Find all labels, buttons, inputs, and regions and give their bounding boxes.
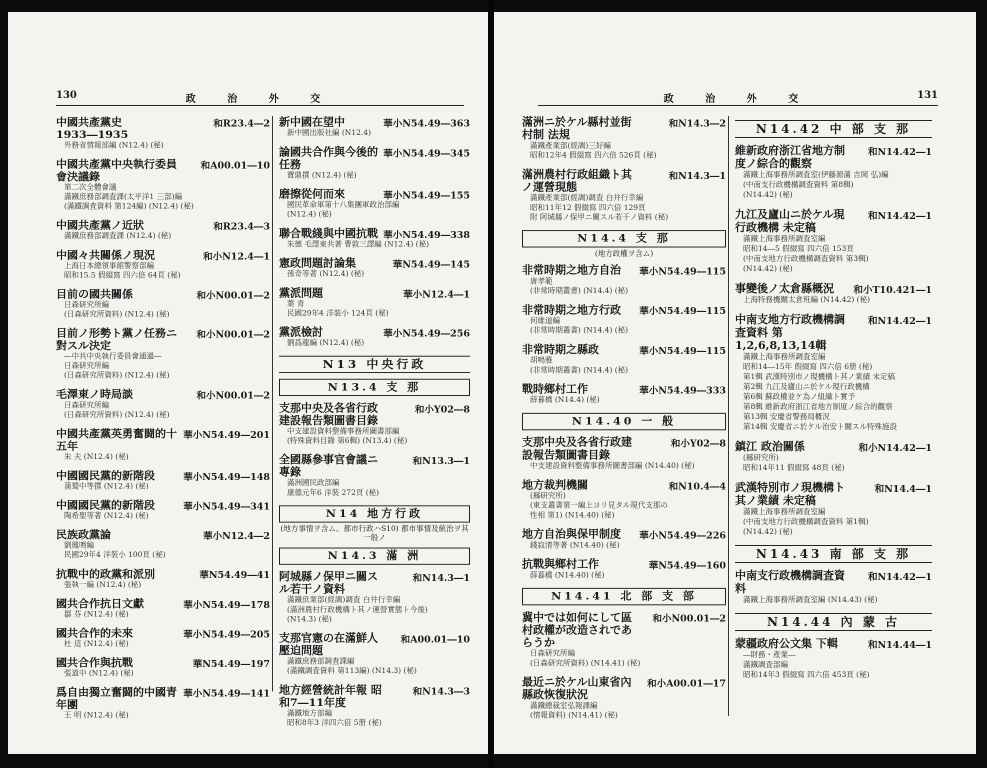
entry-detail: 滿鐵產業部(經調)三好編: [530, 141, 611, 150]
entry-title: 鎮江 政治關係: [735, 440, 805, 453]
entry-title: 民族政黨論: [56, 528, 111, 541]
call-number: 華小N54.49―345: [383, 148, 470, 160]
catalog-entry: [56, 219, 270, 241]
call-number: 和小T10.421―1: [853, 285, 932, 296]
catalog-entry: [522, 479, 726, 521]
entry-detail: 陶希聖等著 (N12.4) (秘): [64, 511, 149, 520]
catalog-entry: [279, 684, 470, 728]
catalog-entry: [56, 627, 270, 649]
call-number: 和N14.3―1: [668, 171, 726, 182]
catalog-entry: [56, 686, 270, 720]
catalog-entry: [522, 436, 726, 471]
entry-detail: (滿鐵調査資料 第124編) (N12.4) (秘): [64, 201, 194, 211]
entry-detail: 民國29年4 洋裝小 124頁 (秘): [287, 308, 389, 318]
call-number: 和N14.3―2: [668, 118, 726, 130]
entry-detail: 朱 夫 (N12.4) (秘): [64, 452, 129, 461]
entry-detail: (N14.3) (秘): [287, 614, 332, 624]
entry-detail: 上海日本總領事館警察部編: [64, 261, 154, 270]
entry-detail: 孫奇等著 (N12.4) (秘): [287, 269, 365, 279]
entry-title: 支那官憲の在滿鮮人壓迫問題: [279, 631, 378, 657]
entry-title: 新中國在望中: [279, 116, 345, 129]
entry-title: 中國共產黨史 1933―1935: [56, 116, 129, 141]
entry-detail: 薛暮橋 (N14.40) (秘): [530, 570, 605, 580]
entry-detail: 第二次全體會議: [64, 182, 117, 192]
entry-title: 非常時期之縣政: [522, 343, 599, 356]
entry-title: 戰時鄉村工作: [522, 382, 588, 396]
catalog-entry: [735, 313, 932, 432]
entry-detail: 國民革命軍第十八集團軍政治部編: [287, 200, 400, 210]
entry-detail: 錢寂清等著 (N14.40) (秘): [530, 540, 620, 550]
catalog-entry: [522, 264, 726, 296]
entry-title: 支那中央及各省行政建設報告類圖書目錄: [522, 436, 632, 462]
page-number: 130: [56, 90, 77, 101]
call-number: 華小N54.49―115: [639, 306, 726, 318]
call-number: 華小N54.49―115: [639, 346, 726, 357]
entry-detail: (N14.42) (秘): [743, 264, 793, 273]
catalog-entry: [56, 529, 270, 561]
call-number: 和N14.42―1: [867, 316, 932, 327]
entry-title: 蒙疆政府公文集 下輯: [735, 637, 838, 650]
entry-detail: (縣研究所): [743, 453, 779, 462]
entry-detail: 昭和15.5 假綴寫 四六倍 64頁 (秘): [64, 270, 181, 280]
entry-detail: ―中共中央執行委員會通過―: [64, 351, 162, 361]
right-page: [494, 12, 976, 754]
call-number: 華小N54.49―155: [383, 190, 470, 202]
call-number: 和小N12.4―1: [203, 251, 270, 263]
header-rule: [538, 105, 938, 106]
entry-detail: (情報資料) (N14.41) (秘): [530, 710, 618, 720]
page-header: [56, 90, 464, 106]
catalog-entry: [56, 469, 270, 491]
entry-detail: 薛暮橋 (N14.4) (秘): [530, 395, 600, 405]
left-page: [8, 12, 488, 754]
catalog-entry: [56, 116, 270, 150]
entry-detail: (滿洲農村行政機構ト其ノ運營實態ト今後): [287, 605, 428, 614]
entry-detail: ―財務・產業―: [743, 650, 796, 659]
catalog-entry: [279, 287, 470, 319]
entry-detail: 日森研究所編: [530, 648, 575, 658]
entry-detail: 上海特務機關太倉班編 (N14.42) (秘): [743, 295, 871, 304]
call-number: 和N10.4―4: [668, 481, 726, 493]
entry-title: 非常時期之地方自治: [522, 263, 621, 277]
entry-detail: (滿鐵調査資料 第113編) (N14.3) (秘): [287, 666, 417, 676]
catalog-entry: [522, 676, 726, 720]
entry-title: 阿城縣ノ保甲ニ關スル若干ノ資料: [279, 570, 378, 596]
entry-detail: 第13輯 安慶省警務局概況: [743, 412, 830, 421]
entry-detail: (日森研究所資料) (N14.41) (秘): [530, 658, 641, 668]
call-number: 華小N54.49―341: [183, 501, 270, 513]
entry-title: 抗戰與鄉村工作: [522, 557, 599, 571]
right-column-2: [728, 116, 932, 716]
entry-detail: 滿鐵上海事務所調査室編: [743, 352, 826, 361]
entry-title: 黨派檢討: [279, 326, 323, 339]
catalog-entry: [735, 637, 932, 680]
left-column-1: [56, 116, 270, 728]
call-number: 和小N00.01―2: [652, 614, 726, 625]
entry-detail: 滿鐵上海事務所調査室編: [743, 234, 826, 243]
entry-title: 論國共合作與今後的任務: [279, 145, 378, 171]
catalog-entry: [56, 327, 270, 380]
entry-title: 地方裁判機關: [522, 478, 588, 492]
section-heading: N14.41 北 部 支 部: [522, 588, 726, 605]
entry-title: 中國國民黨的新階段: [56, 498, 155, 512]
catalog-entry: [56, 597, 270, 619]
entry-detail: (特殊資料目錄 第6輯) (N13.4) (秘): [287, 436, 408, 445]
section-heading: N13 中央行政: [279, 356, 470, 373]
entry-detail: 性相 第1) (N14.40) (秘): [530, 510, 615, 520]
catalog-entry: [279, 227, 470, 249]
section-note: (地方政權ヲ含ム): [594, 249, 654, 259]
entry-title: 武漢特別市ノ現機構ト其ノ業績 未定稿: [735, 481, 845, 507]
catalog-entry: [279, 257, 470, 279]
entry-detail: 康德元年6 洋裝 272頁 (秘): [287, 488, 380, 497]
call-number: 和N14.3―1: [412, 573, 470, 584]
call-number: 華小N54.49―201: [183, 430, 270, 441]
entry-detail: 寶鼎撰 (N12.4) (秘): [287, 170, 357, 180]
entry-detail: 外務省情報部編 (N12.4) (秘): [64, 140, 164, 150]
entry-detail: 滿鐵庶務部調査課編: [287, 656, 355, 666]
call-number: 華小N54.49―148: [183, 472, 270, 483]
entry-detail: 第6輯 蘇政權並ケ為ノ組織ト實予: [743, 392, 856, 401]
catalog-entry: [522, 343, 726, 375]
entry-detail: 昭和12年4 假綴寫 四六倍 526頁 (秘): [530, 150, 657, 160]
entry-detail: 滿鐵上海事務所調査室編 (N14.43) (秘): [743, 595, 878, 604]
running-title: 政 治 外 交: [185, 94, 335, 105]
entry-title: 聯合戰綫與中國抗戰: [279, 227, 378, 240]
entry-detail: 滿洲國民政部編: [287, 478, 340, 488]
entry-detail: 日森研究所編: [64, 361, 109, 371]
entry-detail: 胡鳴雅: [530, 355, 553, 365]
catalog-entry: [279, 454, 470, 498]
entry-detail: 民國29年4 洋裝小 100頁 (秘): [64, 550, 166, 560]
left-column-2: [272, 116, 470, 727]
catalog-entry: [522, 558, 726, 580]
entry-detail: 昭和14年3 假綴寫 四六倍 453頁 (秘): [743, 670, 870, 679]
call-number: 和N14.4―1: [874, 484, 932, 495]
entry-title: 最近ニ於ケル山東省內縣政恢復狀況: [522, 675, 632, 702]
catalog-entry: [279, 188, 470, 220]
catalog-entry: [279, 632, 470, 676]
entry-detail: 昭和11年12 假綴寫 四六倍 129頁: [530, 203, 646, 212]
section-heading: N13.4 支 那: [279, 379, 470, 396]
entry-detail: 昭和14―5 假綴寫 四六倍 153頁: [743, 244, 854, 253]
entry-title: 目前ノ形勢ト黨ノ任務ニ對スル決定: [56, 327, 177, 352]
call-number: 華小N12.4―2: [203, 531, 270, 542]
entry-detail: (日森研究所資料) (N12.4) (秘): [64, 309, 170, 319]
entry-detail: 蒲蜀中等撰 (N12.4) (秘): [64, 481, 149, 491]
call-number: 和R23.4―3: [213, 222, 270, 233]
catalog-entry: [735, 569, 932, 605]
call-number: 和N14.44―1: [867, 640, 932, 651]
call-number: 和小Y02―8: [670, 438, 726, 450]
entry-detail: 杜 這 (N12.4) (秘): [64, 639, 129, 648]
section-heading: N14.40 一 般: [522, 413, 726, 430]
section-heading: N14.4 支 那: [522, 230, 726, 247]
call-number: 和小N00.01―2: [196, 290, 270, 302]
entry-title: 中南支地方行政機構調査資料 第1,2,6,8,13,14輯: [735, 313, 845, 352]
entry-title: 中國々共關係ノ現況: [56, 248, 155, 262]
catalog-entry: [56, 657, 270, 679]
entry-title: 滿洲農村行政組織ト其ノ運營現態: [522, 168, 632, 194]
catalog-entry: [522, 168, 726, 222]
right-column-1: [522, 116, 726, 728]
call-number: 華小N54.49―226: [639, 530, 726, 542]
call-number: 和N14.3―3: [412, 686, 470, 698]
catalog-entry: [56, 158, 270, 211]
entry-title: 中國國民黨的新階段: [56, 469, 155, 482]
entry-detail: (東支叢書第一編上ヨリ見タル現代支那の: [530, 500, 668, 510]
catalog-entry: [56, 288, 270, 320]
entry-detail: 張道中 (N12.4) (秘): [64, 668, 134, 678]
entry-detail: 何維道編: [530, 316, 560, 325]
entry-detail: (中南支地方行政機構調査資料 第3輯): [743, 254, 869, 263]
entry-detail: 附 阿城縣ノ保甲ニ關スル若干ノ資料 (秘): [530, 212, 669, 222]
entry-detail: 中支建設資料整備事務所圖書部編: [287, 426, 400, 436]
entry-detail: 張執一編 (N12.4) (秘): [64, 580, 142, 589]
catalog-entry: [279, 146, 470, 181]
catalog-entry: [522, 611, 726, 668]
section-heading: N14.44 內 蒙 古: [735, 613, 932, 631]
entry-detail: 滿鐵庶務部調査課 (N12.4) (秘): [64, 231, 172, 241]
entry-detail: 葉 青: [287, 299, 305, 308]
entry-detail: 劉爲龍編 (N12.4) (秘): [287, 338, 365, 348]
entry-detail: (縣研究所): [530, 491, 566, 500]
catalog-entry: [279, 326, 470, 348]
call-number: 和N14.42―1: [867, 211, 932, 222]
page-number: 131: [917, 90, 938, 101]
entry-detail: 第14輯 安慶省ニ於ケル治安ト關スル特殊施設: [743, 422, 898, 431]
entry-detail: (日森研究所資料) (N12.4) (秘): [64, 370, 170, 380]
catalog-entry: [735, 481, 932, 537]
call-number: 華N54.49―160: [648, 560, 726, 572]
page-header: [538, 90, 938, 106]
catalog-entry: [56, 388, 270, 420]
entry-detail: 第2輯 九江及廬山ニ於ケル現行政機構: [743, 382, 870, 391]
catalog-entry: [735, 144, 932, 200]
entry-detail: 滿鐵總裁室弘報課編: [530, 701, 598, 710]
entry-detail: 滿鐵地方部編: [287, 708, 332, 718]
entry-title: 冀中では如何にして區村政權が改造されであらうか: [522, 611, 632, 649]
call-number: 華N54.49―197: [192, 659, 270, 670]
entry-title: 憲政問題討論集: [279, 256, 356, 270]
entry-detail: 昭和14年11 假綴寫 48頁 (秘): [743, 463, 845, 472]
entry-detail: 滿鐵庶務部調査課(太平洋1 三部)編: [64, 192, 183, 201]
entry-detail: (N14.42) (秘): [743, 527, 793, 536]
call-number: 華小N54.49―178: [183, 600, 270, 611]
entry-title: 事變後ノ太倉縣概況: [735, 282, 834, 295]
section-heading: N14 地方行政: [279, 505, 470, 522]
entry-detail: 中支建設資料整備事務所圖書部編 (N14.40) (秘): [530, 461, 695, 470]
entry-detail: 劉鳳鳴編: [64, 540, 94, 550]
entry-title: 爲自由獨立奮闘的中國青年團: [56, 686, 177, 711]
section-heading: N14.3 滿 洲: [279, 548, 470, 565]
call-number: 華小N54.49―363: [383, 118, 470, 130]
entry-title: 非常時期之地方行政: [522, 303, 621, 317]
entry-detail: 第1輯 武漢特別市ノ現機構ト其ノ業績 未定稿: [743, 372, 896, 381]
call-number: 和A00.01―10: [400, 634, 470, 646]
entry-detail: 昭和8年3 洋四六倍 5册 (秘): [287, 718, 382, 727]
call-number: 華小N54.49―205: [183, 629, 270, 641]
entry-title: 地方經營統計年報 昭和7―11年度: [279, 683, 382, 709]
call-number: 華N54.49―41: [199, 570, 270, 582]
entry-detail: 滿鐵調査部編: [743, 660, 788, 669]
catalog-entry: [735, 282, 932, 305]
header-rule: [56, 105, 464, 106]
entry-title: 支那中央及各省行政建設報告類圖書目錄: [279, 401, 378, 427]
entry-title: 九江及廬山ニ於ケル現行政機構 未定稿: [735, 208, 845, 234]
entry-detail: (中南支地方行政機構調査資料 第1輯): [743, 517, 869, 526]
entry-title: 地方自治與保甲制度: [522, 527, 621, 541]
entry-title: 全國縣參事官會議ニ專錄: [279, 453, 378, 479]
catalog-entry: [56, 249, 270, 281]
entry-title: 中南支行政機構調査資料: [735, 569, 845, 595]
call-number: 和R23.4―2: [213, 118, 270, 130]
catalog-entry: [56, 499, 270, 521]
entry-detail: 滿鐵上海事務所調査室編: [743, 507, 826, 516]
catalog-entry: [522, 383, 726, 405]
entry-title: 磨擦從何而來: [279, 187, 345, 201]
entry-title: 國共合作抗日文獻: [56, 597, 144, 610]
entry-title: 黨派問題: [279, 286, 323, 300]
catalog-entry: [279, 402, 470, 446]
call-number: 和N14.42―1: [867, 147, 932, 158]
section-note: (地方事情ヲ含ム。都市行政ハS10) 都市事情及統治ヲ其一般ノ: [280, 524, 469, 542]
entry-detail: 滿鐵產業部(經調)調査 白井行幸編: [530, 193, 644, 203]
call-number: 華小N12.4―1: [403, 289, 470, 301]
entry-detail: (N14.42) (秘): [743, 190, 793, 199]
call-number: 和小Y02―8: [414, 404, 470, 416]
catalog-entry: [522, 304, 726, 336]
entry-title: 滿洲ニ於ケル縣村並街村制 法規: [522, 116, 632, 142]
call-number: 和小A00.01―17: [647, 678, 726, 690]
entry-detail: 日森研究所編: [64, 300, 109, 309]
section-heading: N14.43 南 部 支 那: [735, 545, 932, 563]
entry-title: 中國共產黨中央執行委員會決議錄: [56, 158, 177, 183]
call-number: 華小N54.49―115: [639, 266, 726, 278]
call-number: 華小N54.49―338: [383, 230, 470, 241]
catalog-entry: [56, 568, 270, 590]
catalog-entry: [522, 116, 726, 160]
entry-detail: (非常時期叢書) (N14.4) (秘): [530, 325, 629, 335]
call-number: 和N13.3―1: [412, 456, 470, 467]
catalog-entry: [735, 208, 932, 274]
entry-detail: 昭和14―15年 假綴寫 四六倍 6册 (秘): [743, 362, 873, 371]
entry-detail: 第8輯 維新政府浙江省地方制度ノ綜合的觀察: [743, 402, 893, 411]
entry-detail: 唐孝範: [530, 276, 553, 286]
entry-detail: (非常時期叢書) (N14.4) (秘): [530, 365, 629, 375]
call-number: 華小N54.49―256: [383, 328, 470, 340]
call-number: 華N54.49―145: [392, 259, 470, 271]
catalog-entry: [735, 440, 932, 473]
call-number: 和小N00.01―2: [196, 329, 270, 341]
catalog-entry: [522, 528, 726, 550]
call-number: 和小N14.42―1: [858, 443, 932, 454]
entry-title: 國共合作的未來: [56, 626, 133, 640]
entry-title: 維新政府浙江省地方制度ノ綜合的觀察: [735, 144, 845, 170]
entry-detail: 鄒 芬 (N12.4) (秘): [64, 609, 129, 619]
entry-detail: 日森研究所編: [64, 400, 109, 410]
entry-detail: 滿鐵上海事務所調査室(伊藤源滿 吉岡 弘)編: [743, 170, 889, 179]
entry-title: 抗戰中的政黨和派別: [56, 567, 155, 581]
entry-detail: (N12.4) (秘): [287, 209, 332, 219]
entry-detail: (非常時期叢書) (N14.4) (秘): [530, 286, 629, 295]
entry-title: 毛澤東ノ時局談: [56, 388, 133, 401]
entry-detail: (日森研究所資料) (N12.4) (秘): [64, 410, 170, 419]
call-number: 和小N00.01―2: [196, 391, 270, 402]
entry-title: 國共合作與抗戰: [56, 656, 133, 669]
catalog-entry: [56, 427, 270, 461]
call-number: 華小N54.49―141: [183, 689, 270, 700]
section-heading: N14.42 中 部 支 那: [735, 120, 932, 138]
entry-detail: 王 明 (N12.4) (秘): [64, 710, 129, 720]
entry-detail: 新中國出版社編 (N12.4): [287, 128, 371, 138]
entry-title: 中國共產黨英勇奮闘的十五年: [56, 427, 177, 453]
call-number: 華小N54.49―333: [639, 385, 726, 397]
catalog-entry: [279, 116, 470, 138]
entry-detail: 朱德 毛澤東共著 曹敦三譯編 (N12.4) (秘): [287, 239, 430, 249]
call-number: 和N14.42―1: [867, 572, 932, 583]
running-title: 政 治 外 交: [663, 94, 813, 105]
entry-title: 目前の國共關係: [56, 287, 133, 301]
entry-title: 中國共產黨ノ近狀: [56, 219, 144, 232]
entry-detail: (中南支行政機構調査資料 第8輯): [743, 180, 854, 189]
catalog-entry: [279, 571, 470, 625]
entry-detail: 滿鐵庶業部(經調)調査 白井行幸編: [287, 595, 401, 605]
call-number: 和A00.01―10: [200, 160, 270, 172]
